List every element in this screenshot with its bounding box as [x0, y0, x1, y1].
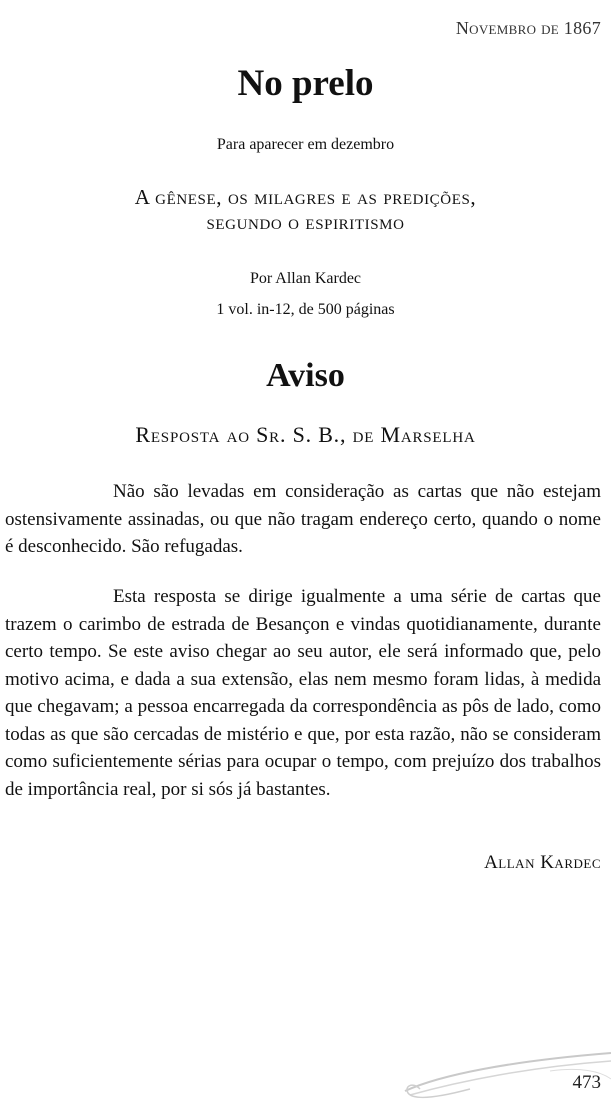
book-title-line-1: A gênese, os milagres e as predições,	[134, 185, 477, 209]
notice-subheading: Resposta ao Sr. S. B., de Marselha	[135, 422, 476, 447]
book-details: 1 vol. in-12, de 500 páginas	[216, 301, 395, 318]
section-title-aviso: Aviso	[266, 357, 345, 394]
book-author: Por Allan Kardec	[249, 270, 362, 287]
book-title	[0, 185, 611, 235]
section-title-no-prelo: No prelo	[237, 63, 374, 104]
notice-paragraph-2: Esta resposta se dirige igualmente a uma série de cartas que trazem o carimbo de estrada de Besançon e vindas quotidianamente, durante certo tempo. Se este aviso chegar ao seu autor, ele será informado que, pelo motivo acima, e dada a sua extensão, elas nem mesmo foram lidas, à medida que chegavam; a pessoa encarregada da correspondência as pôs de lado, como todas as que são cercadas de mistério e que, por esta razão, não se consideram como suficientemente sérias para ocupar o tempo, com prejuízo dos trabalhos de importância real, por si sós já bastantes.	[5, 586, 601, 800]
release-note: Para aparecer em dezembro	[216, 136, 395, 153]
running-header: Novembro de 1867	[455, 18, 601, 38]
page-number: 473	[572, 1072, 601, 1093]
author-signature: Allan Kardec	[484, 852, 601, 873]
notice-paragraph-1: Não são levadas em consideração as cartas que não estejam ostensivamente assinadas, ou que não tragam endereço certo, quando o nome é desconhecido. São refugadas.	[5, 481, 601, 557]
book-title-line-2: segundo o espiritismo	[206, 210, 405, 234]
